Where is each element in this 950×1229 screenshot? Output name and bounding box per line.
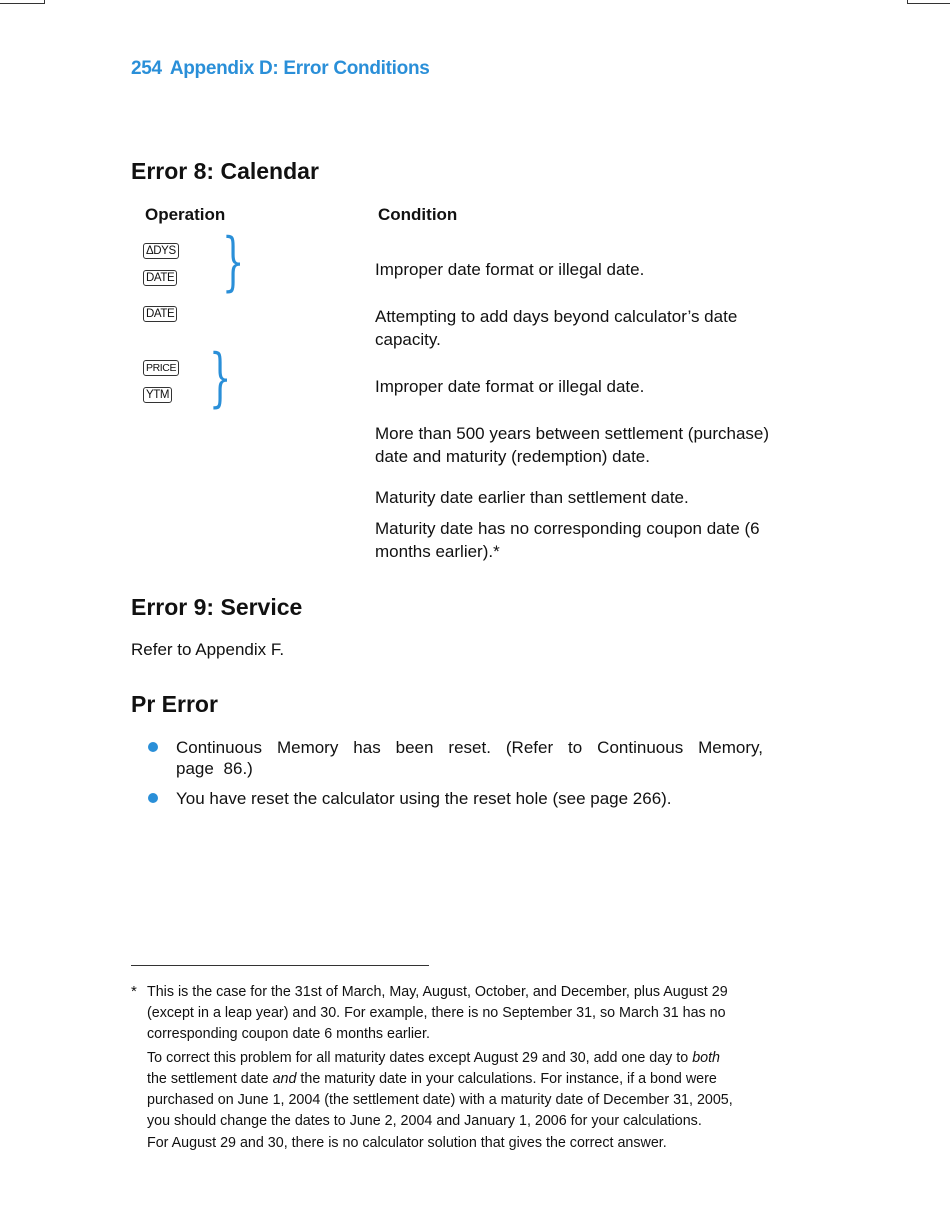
bullet-icon: [148, 793, 158, 803]
list-item-text: Continuous Memory has been reset. (Refer to Continuous Memory, page 86.): [176, 738, 763, 778]
condition-text: Attempting to add days beyond calculator’s date capacity.: [375, 307, 738, 349]
footnote-marker: *: [131, 983, 137, 1000]
date-key: DATE: [143, 270, 177, 286]
emphasis: both: [692, 1050, 721, 1066]
error8-heading: Error 8: Calendar: [131, 158, 319, 184]
bullet-icon: [148, 742, 158, 752]
error9-text: Refer to Appendix F.: [131, 640, 285, 659]
price-key: PRICE: [143, 360, 179, 376]
pr-error-heading: Pr Error: [131, 691, 218, 717]
condition-text: Improper date format or illegal date.: [375, 377, 645, 396]
crop-mark-right: [907, 0, 950, 4]
condition-text: More than 500 years between settlement (purchase) date and maturity (redemption) date.: [375, 424, 770, 466]
footnote-paragraph: This is the case for the 31st of March, May, August, October, and December, plus August 29 (except in a leap year) and 30. For example, there is no September 31, so March 31 has no corresponding coupon date 6 months earlier.: [147, 984, 728, 1042]
delta-days-key: ΔDYS: [143, 243, 179, 259]
condition-text: Maturity date has no corresponding coupon date (6 months earlier).*: [375, 519, 760, 561]
brace-icon: }: [209, 341, 232, 415]
emphasis: and: [272, 1071, 297, 1087]
brace-icon: }: [222, 225, 245, 299]
list-item: [148, 737, 763, 779]
condition-column-heading: Condition: [378, 205, 458, 224]
date-key: DATE: [143, 306, 177, 322]
error9-heading: Error 9: Service: [131, 594, 303, 620]
list-item-text: You have reset the calculator using the reset hole (see page 266).: [176, 789, 672, 808]
condition-text: Maturity date earlier than settlement date.: [375, 488, 689, 507]
pr-error-bullet-list: [148, 737, 763, 818]
footnote-paragraph: For August 29 and 30, there is no calculator solution that gives the correct answer.: [147, 1135, 667, 1151]
condition-text: Improper date format or illegal date.: [375, 260, 645, 279]
ytm-key: YTM: [143, 387, 172, 403]
footnote-paragraph: To correct this problem for all maturity dates except August 29 and 30, add one day to both the settlement date and the maturity date in your calculations. For instance, if a bond were purchased on June 1, 2004 (the settlement date) with a maturity date of December 31, 2005, you should change the dates to June 2, 2004 and January 1, 2006 for your calculations.: [147, 1050, 733, 1129]
chapter-title: Appendix D: Error Conditions: [169, 58, 430, 79]
footnote-separator: [131, 965, 429, 966]
page-number: 254: [131, 58, 162, 79]
crop-mark-left: [0, 0, 45, 4]
running-header: [131, 58, 430, 80]
operation-column-heading: Operation: [145, 205, 226, 224]
list-item: [148, 788, 763, 809]
